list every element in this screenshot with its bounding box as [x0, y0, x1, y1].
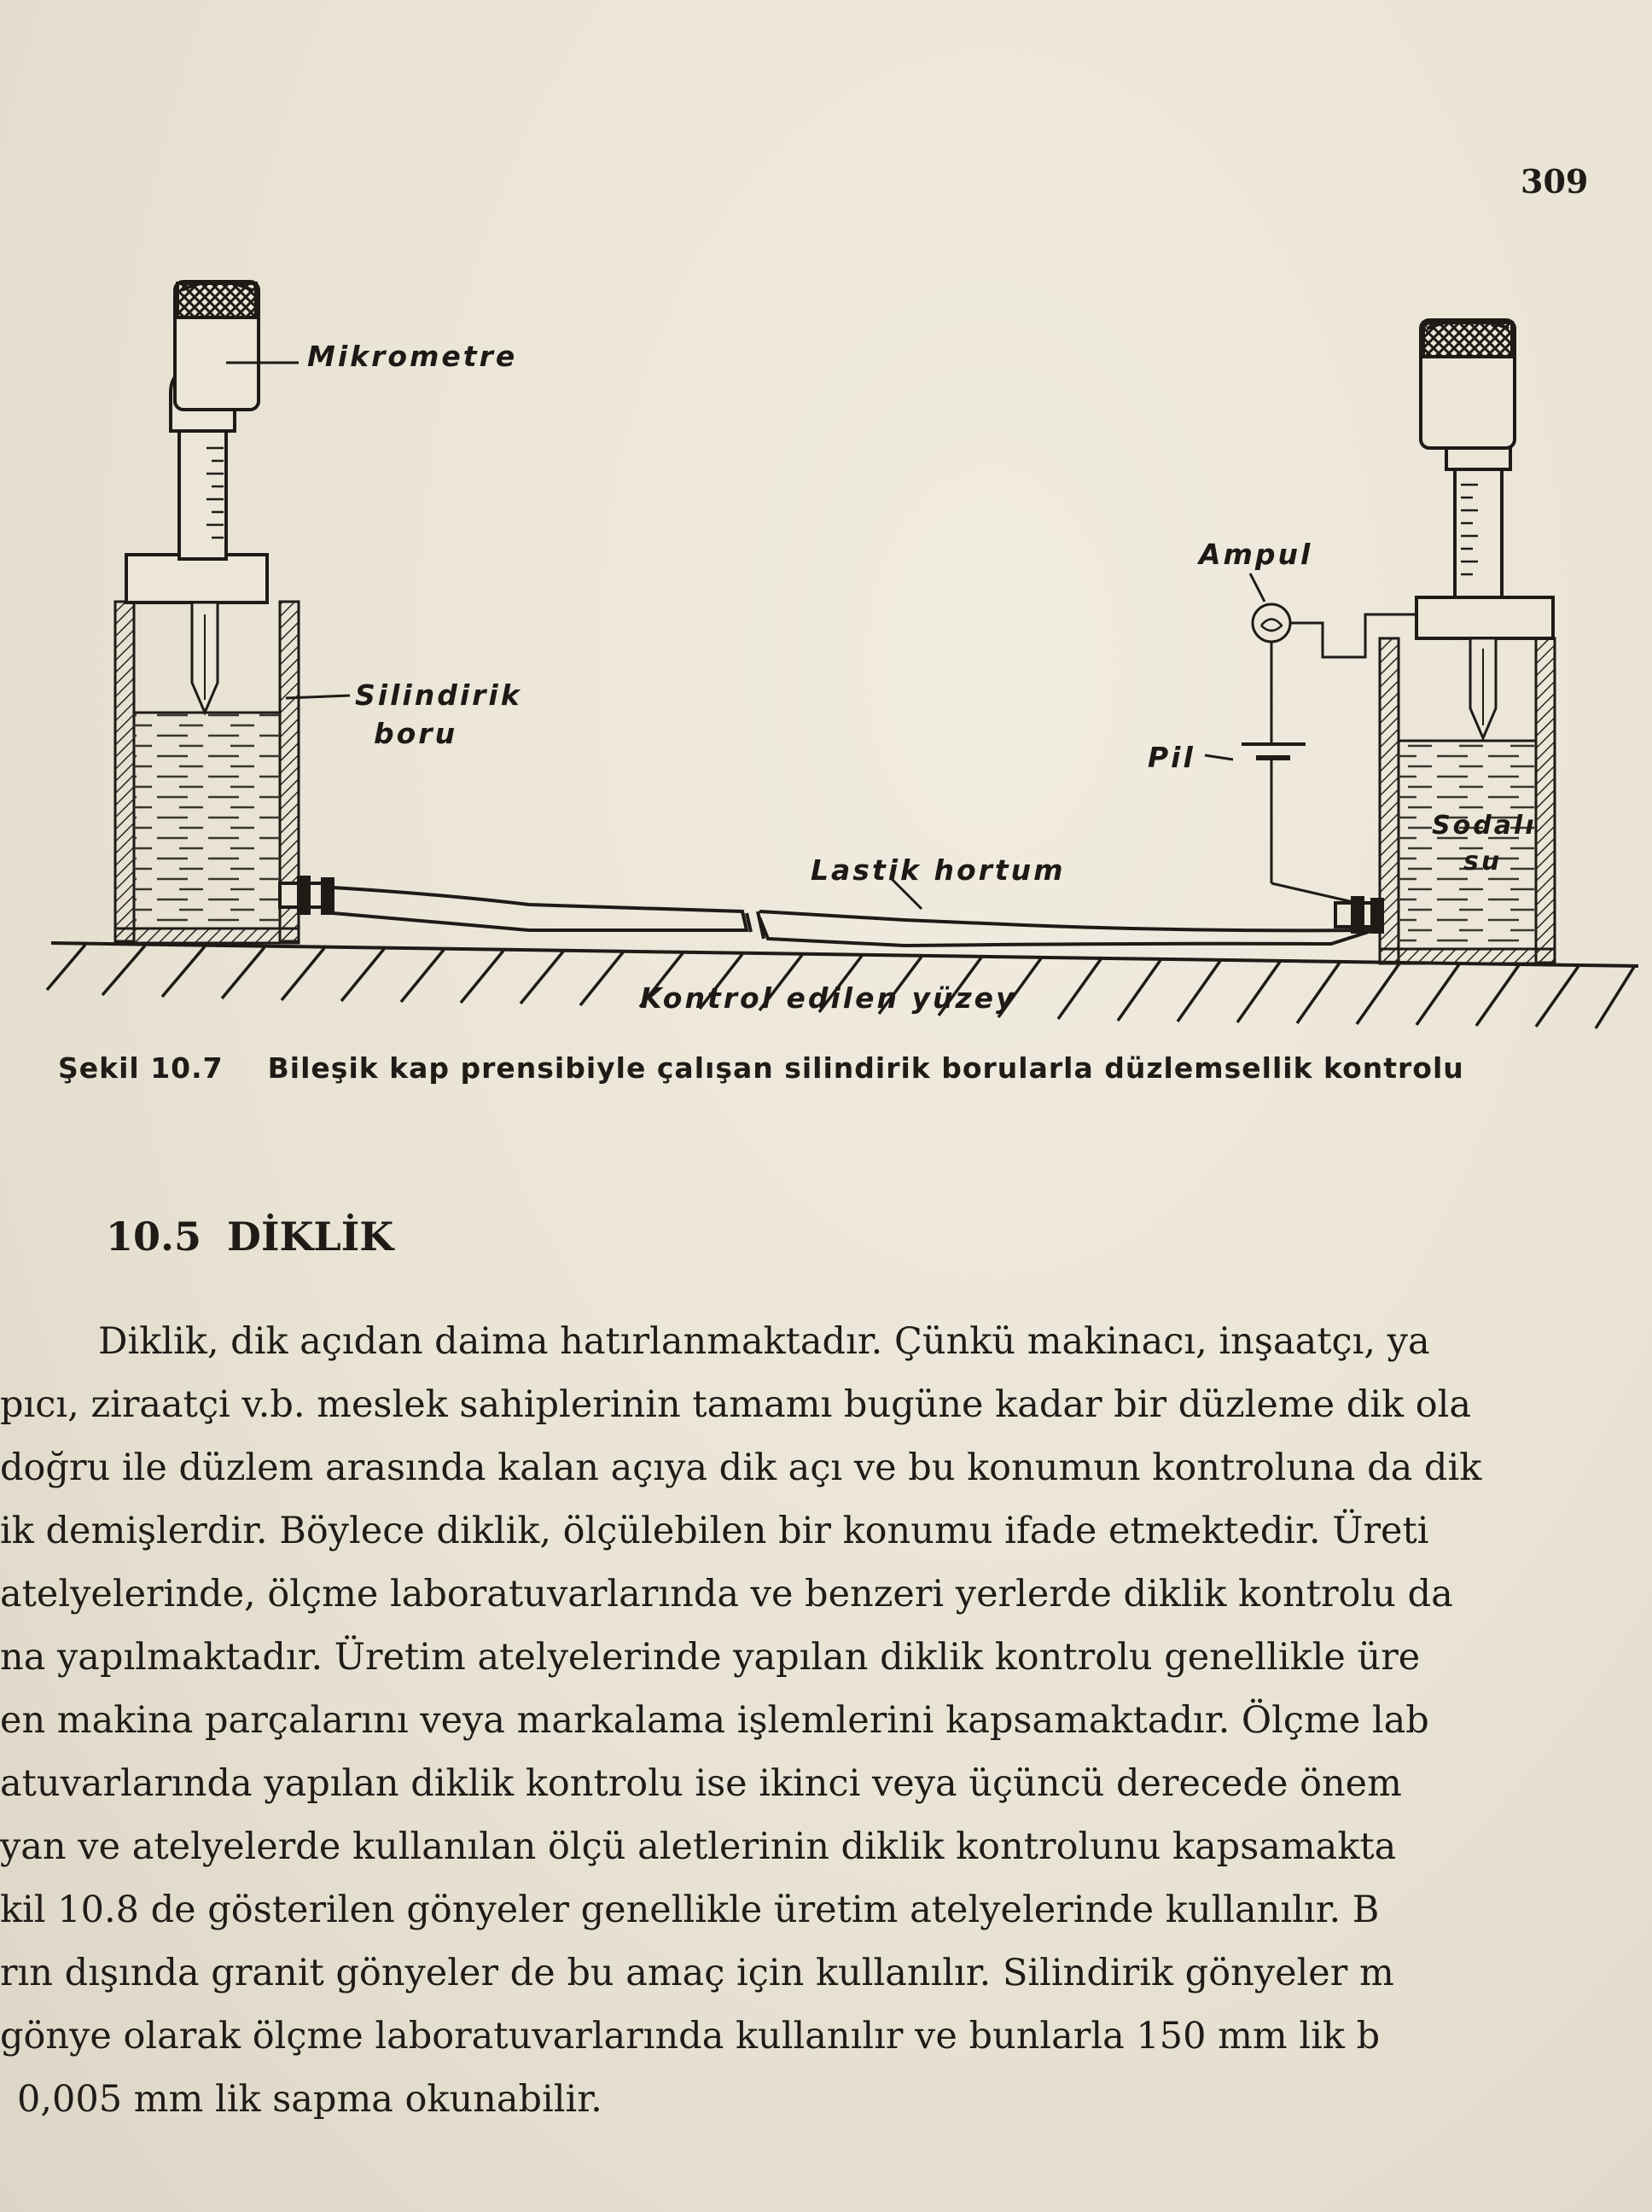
figure-drawing	[0, 256, 1652, 1058]
figure-caption	[58, 1051, 1628, 1085]
paragraph-line: en makina parçalarını veya markalama işlemlerini kapsamaktadır. Ölçme lab	[0, 1699, 1429, 1742]
section-heading	[106, 1214, 393, 1260]
paragraph-line: yan ve atelyelerde kullanılan ölçü aletlerinin diklik kontrolunu kapsamakta	[0, 1825, 1397, 1868]
label-lastik-hortum: Lastik hortum	[811, 853, 1066, 887]
paragraph-line: atuvarlarında yapılan diklik kontrolu ise ikinci veya üçüncü derecede önem	[0, 1762, 1402, 1805]
paragraph-line: atelyelerinde, ölçme laboratuvarlarında ve benzeri yerlerde diklik kontrolu da	[0, 1573, 1453, 1615]
caption-number: Şekil 10.7	[58, 1051, 224, 1085]
rubber-hose	[333, 888, 1374, 946]
label-sodali: Sodalı	[1432, 811, 1537, 841]
paragraph-line: Diklik, dik açıdan daima hatırlanmaktadır. Çünkü makinacı, inşaatçı, ya	[98, 1320, 1430, 1363]
paragraph-line: rın dışında granit gönyeler de bu amaç için kullanılır. Silindirik gönyeler m	[0, 1952, 1394, 1994]
bulb-circle	[1253, 604, 1290, 642]
left-cylinder	[115, 282, 333, 943]
paragraph-line: gönye olarak ölçme laboratuvarlarında kullanılır ve bunlarla 150 mm lik b	[0, 2015, 1381, 2058]
paragraph-line: 0,005 mm lik sapma okunabilir.	[17, 2078, 602, 2121]
caption-text: Bileşik kap prensibiyle çalışan silindirik borularla düzlemsellik kontrolu	[267, 1051, 1464, 1085]
leader-lines	[226, 363, 1265, 909]
paragraph-line: kil 10.8 de gösterilen gönyeler genellikle üretim atelyelerinde kullanılır. B	[0, 1889, 1380, 1931]
label-silindirik: Silindirik	[355, 678, 522, 712]
label-pil: Pil	[1148, 741, 1195, 774]
label-mikrometre: Mikrometre	[307, 340, 518, 373]
section-number: 10.5	[106, 1214, 202, 1260]
paragraph-line: pıcı, ziraatçi v.b. meslek sahiplerinin tamamı bugüne kadar bir düzleme dik ola	[0, 1383, 1471, 1426]
right-cylinder	[1335, 320, 1555, 963]
label-su: su	[1463, 847, 1503, 876]
paragraph-line: doğru ile düzlem arasında kalan açıya dik açı ve bu konumun kontroluna da dik	[0, 1447, 1482, 1489]
page-number: 309	[1521, 162, 1589, 201]
figure-10-7	[0, 256, 1652, 1058]
paragraph-line: ik demişlerdir. Böylece diklik, ölçülebilen bir konumu ifade etmektedir. Üreti	[0, 1510, 1429, 1552]
body-paragraph	[0, 1310, 1652, 2163]
label-kontrol-yuzey: Kontrol edilen yüzey	[640, 981, 1017, 1015]
label-boru: boru	[374, 717, 458, 750]
paragraph-line: na yapılmaktadır. Üretim atelyelerinde yapılan diklik kontrolu genellikle üre	[0, 1636, 1421, 1679]
section-title: DİKLİK	[227, 1214, 394, 1260]
label-ampul: Ampul	[1199, 538, 1313, 571]
